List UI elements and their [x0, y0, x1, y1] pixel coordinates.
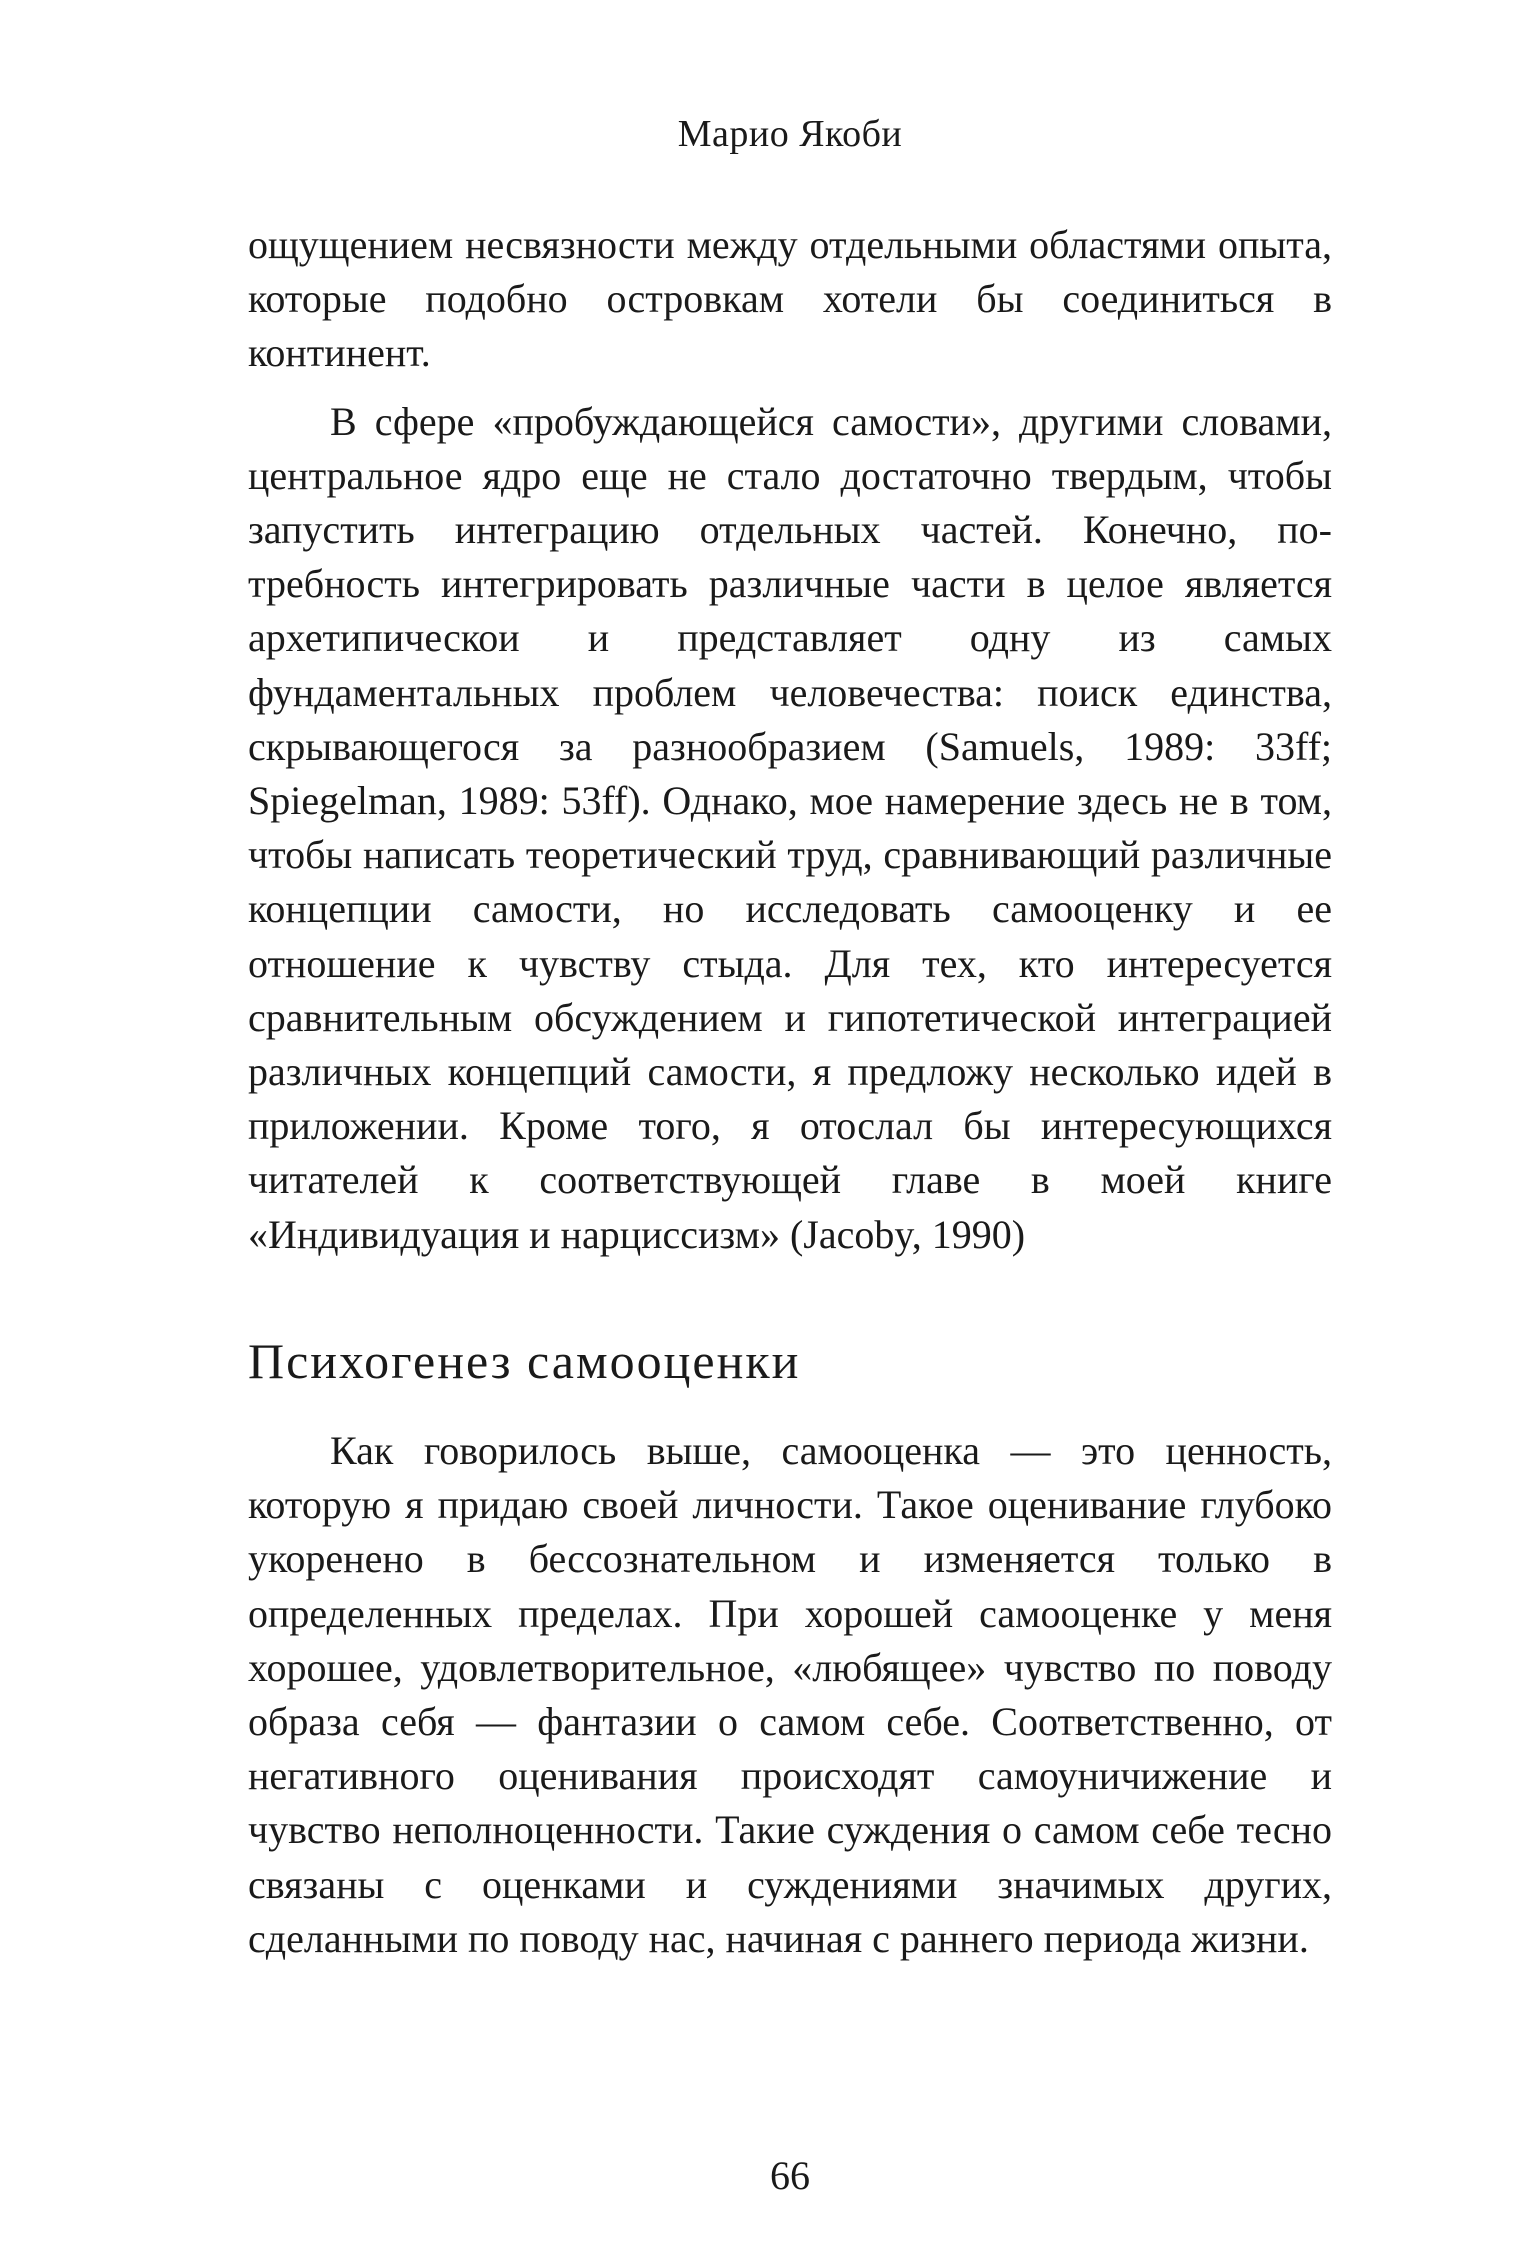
paragraph-self-integration: В сфере «пробуждающейся самости», другими словами, центральное ядро еще не стало достаточно твердым, чтобы запустить интеграцию отдельных частей. Конечно, потребность интегрировать различные части в целое является архетипическои и представляет одну из самых фундаментальных проблем человечества: поиск единства, скрывающегося за разнообразием (Samuels, 1989: 33ff; Spiegelman, 1989: 53ff). Однако, мое намерение здесь не в том, чтобы написать теоретический труд, сравнивающий различные концепции самости, но исследовать самооценку и ее отношение к чувству стыда. Для тех, кто интересуется сравнительным обсуждением и гипотетической интеграцией различных концепций самости, я предложу несколько идей в приложении. Кроме того, я отослал бы интересующихся читателей к соответствующей главе в моей книге «Индивидуация и нарциссизм» (Jacoby, 1990) — [248, 398, 1332, 1257]
section-body-text — [248, 1424, 1332, 1966]
body-text-block — [248, 218, 1332, 1262]
paragraph-continued: ощущением несвязности между отдельными областями опыта, которые подобно островкам хотели бы соединиться в континент. — [248, 222, 1332, 376]
page-number: 66 — [770, 2153, 810, 2198]
section-heading: Психогенез самооценки — [248, 1333, 801, 1389]
paragraph-self-esteem: Как говорилось выше, самооценка — это ценность, которую я придаю своей личности. Такое оценивание глубоко укоренено в бессознательном и изменяется только в определенных пределах. При хорошей самооценке у меня хорошее, удовлетворительное, «любящее» чувство по поводу образа себя — фантазии о самом себе. Соответственно, от негативного оценивания происходят самоуничижение и чувство неполноценности. Такие суждения о самом себе тесно связаны с оценками и суждениями значимых других, сделанными по поводу нас, начиная с раннего периода жизни. — [248, 1428, 1332, 1961]
running-head: Марио Якоби — [677, 113, 903, 155]
book-page — [248, 0, 1332, 2256]
